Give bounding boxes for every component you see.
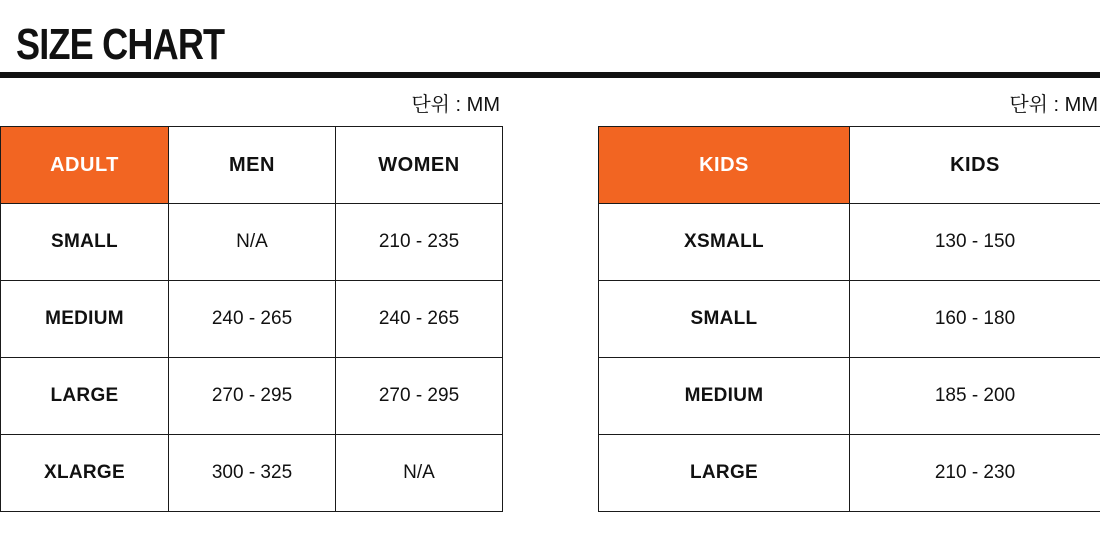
unit-label-kids: 단위 : MM (1009, 94, 1098, 116)
row-label-large: LARGE (1, 358, 169, 435)
size-tables-container (0, 88, 1100, 512)
cell-women-large: 270 - 295 (336, 358, 503, 435)
row-label-kids-large: LARGE (599, 435, 850, 512)
table-row (1, 435, 503, 512)
row-label-kids-medium: MEDIUM (599, 358, 850, 435)
header-kids: KIDS (850, 127, 1100, 204)
table-row (1, 358, 503, 435)
cell-women-medium: 240 - 265 (336, 281, 503, 358)
row-label-kids-small: SMALL (599, 281, 850, 358)
header-men: MEN (169, 127, 336, 204)
title-divider (0, 72, 1100, 78)
cell-women-small: 210 - 235 (336, 204, 503, 281)
table-row (1, 204, 503, 281)
cell-women-xlarge: N/A (336, 435, 503, 512)
kids-size-table-wrapper (598, 88, 1100, 512)
adult-size-table-wrapper (0, 88, 502, 512)
header-kids-accent: KIDS (599, 127, 850, 204)
cell-kids-small: 160 - 180 (850, 281, 1100, 358)
page-title: SIZE CHART (16, 20, 225, 69)
row-label-xlarge: XLARGE (1, 435, 169, 512)
row-label-medium: MEDIUM (1, 281, 169, 358)
table-header-row (599, 127, 1100, 204)
table-row (599, 281, 1100, 358)
row-label-xsmall: XSMALL (599, 204, 850, 281)
table-row (599, 204, 1100, 281)
cell-kids-xsmall: 130 - 150 (850, 204, 1100, 281)
cell-men-xlarge: 300 - 325 (169, 435, 336, 512)
kids-size-table (598, 126, 1100, 512)
row-label-small: SMALL (1, 204, 169, 281)
cell-men-small: N/A (169, 204, 336, 281)
table-row (599, 358, 1100, 435)
adult-size-table (0, 126, 503, 512)
title-block (0, 0, 1100, 88)
cell-men-large: 270 - 295 (169, 358, 336, 435)
table-header-row (1, 127, 503, 204)
table-row (1, 281, 503, 358)
cell-men-medium: 240 - 265 (169, 281, 336, 358)
header-adult: ADULT (1, 127, 169, 204)
cell-kids-medium: 185 - 200 (850, 358, 1100, 435)
header-women: WOMEN (336, 127, 503, 204)
table-row (599, 435, 1100, 512)
unit-label-adult: 단위 : MM (411, 94, 500, 116)
cell-kids-large: 210 - 230 (850, 435, 1100, 512)
